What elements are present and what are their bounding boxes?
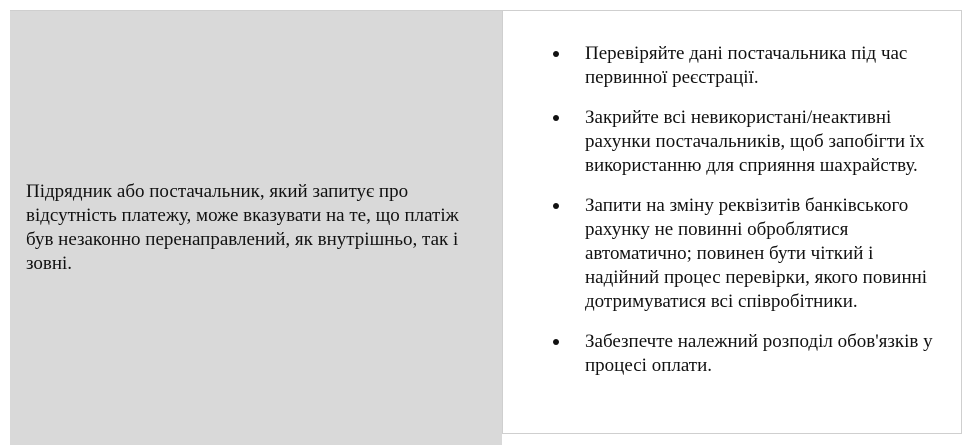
mitigation-item: Запити на зміну реквізитів банківського рахунку не повинні оброблятися автоматично; повинен бути чіткий і надійний процес перевірки, якого повинні дотримуватися всі співробітники. xyxy=(585,194,961,314)
risk-indicator-cell xyxy=(10,11,502,445)
guidance-table-row xyxy=(10,10,962,445)
mitigation-item: Забезпечте належний розподіл обов'язків у процесі оплати. xyxy=(585,330,961,378)
mitigation-item: Перевіряйте дані постачальника під час первинної реєстрації. xyxy=(585,42,961,90)
mitigation-cell xyxy=(502,11,962,434)
mitigation-item: Закрийте всі невикористані/неактивні рахунки постачальників, щоб запобігти їх використанню для сприяння шахрайству. xyxy=(585,106,961,178)
risk-indicator-text: Підрядник або постачальник, який запитує про відсутність платежу, може вказувати на те, що платіж був незаконно перенаправлений, як внутрішньо, так і зовні. xyxy=(26,181,459,274)
mitigation-list xyxy=(503,42,961,378)
